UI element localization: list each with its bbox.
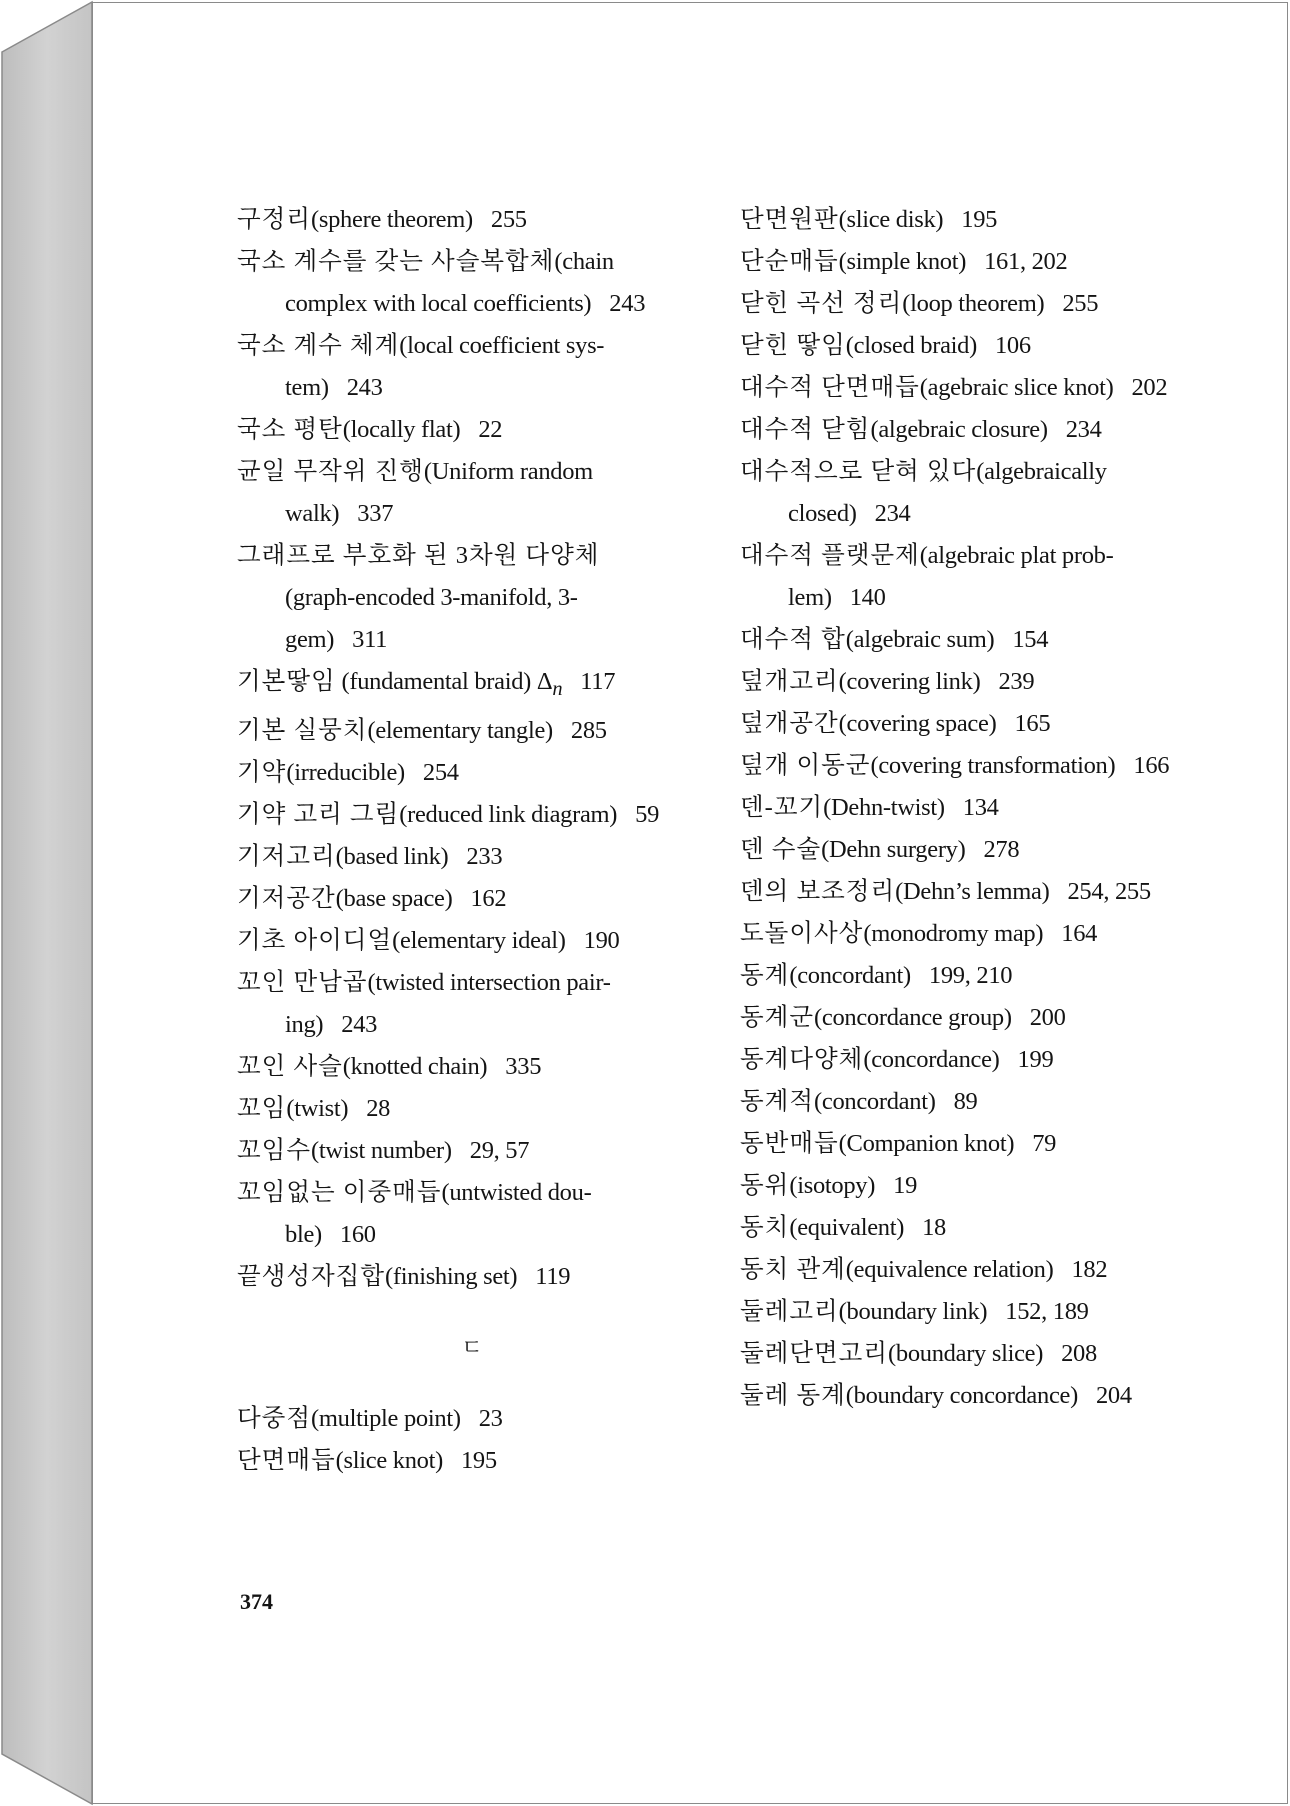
index-entry: [740, 283, 1190, 325]
index-page-ref: 28: [366, 1094, 391, 1122]
index-page-ref: 202: [1131, 374, 1168, 401]
index-page-ref: 19: [893, 1172, 918, 1199]
index-page-ref: 22: [478, 416, 503, 443]
index-term-subscript: n: [552, 677, 563, 700]
index-term-korean: 단순매듭: [740, 248, 839, 275]
index-page-ref: 255: [1062, 290, 1099, 317]
index-page-ref: 255: [490, 206, 527, 233]
index-entry: [740, 1081, 1190, 1123]
index-term-korean: 동계다양체: [740, 1046, 864, 1073]
index-term-english: (concordance group): [814, 1004, 1012, 1031]
index-page-ref: 243: [346, 374, 383, 401]
index-term-korean: 단면매듭: [237, 1446, 336, 1474]
index-entry: [237, 836, 667, 878]
index-term-english: (boundary slice): [888, 1340, 1044, 1367]
index-page-ref: 195: [961, 206, 998, 233]
index-term-english: (finishing set): [385, 1262, 518, 1290]
index-term-english: (agebraic slice knot): [919, 374, 1114, 401]
index-page-ref: 234: [874, 500, 911, 527]
index-entry: [237, 199, 667, 241]
index-entry: [740, 1333, 1190, 1375]
index-term-english: (equivalence relation): [845, 1256, 1054, 1283]
index-term-korean: 둘레 동계: [740, 1382, 846, 1409]
index-page-ref: 162: [470, 884, 507, 912]
index-page-ref: 152, 189: [1005, 1298, 1089, 1325]
index-term-english: (base space): [335, 884, 453, 912]
index-entry: [740, 451, 1190, 535]
index-term-english: (elementary ideal): [392, 926, 566, 954]
index-entry: [740, 787, 1190, 829]
index-entry: [237, 752, 667, 794]
index-term-english: (concordant): [814, 1088, 936, 1115]
index-term-korean: 그래프로 부호화 된 3차원 다양체: [237, 542, 600, 569]
index-entry: [740, 1207, 1190, 1249]
index-term-english: (knotted chain): [342, 1052, 488, 1080]
index-term-korean: 대수적 닫힘: [740, 416, 871, 443]
index-term-korean: 덴-꼬기: [740, 794, 824, 821]
index-term-korean: 덮개공간: [740, 710, 839, 737]
index-term-korean: 기본 실뭉치: [237, 716, 368, 744]
index-entry: [740, 829, 1190, 871]
index-page-ref: 29, 57: [469, 1136, 530, 1164]
index-entry: [740, 535, 1190, 619]
index-term-english: (covering transformation): [870, 752, 1116, 779]
index-page-ref: 204: [1095, 1382, 1132, 1409]
index-term-english: (boundary link): [838, 1298, 988, 1325]
index-term-english: (multiple point): [311, 1404, 461, 1432]
index-entry: [740, 1123, 1190, 1165]
index-term-korean: 구정리: [237, 206, 312, 233]
index-term-korean: 국소 평탄: [237, 416, 343, 443]
index-term-korean: 기저공간: [237, 884, 336, 912]
index-entry: [237, 920, 667, 962]
index-term-english: (monodromy map): [863, 920, 1044, 947]
index-entry: [237, 962, 667, 1046]
index-page-ref: 195: [460, 1446, 497, 1474]
index-term-korean: 기초 아이디얼: [237, 926, 393, 954]
index-entry: [237, 1172, 667, 1256]
index-entry: [740, 367, 1190, 409]
index-term-korean: 닫힌 곡선 정리: [740, 290, 903, 317]
index-entry: [237, 409, 667, 451]
index-term-korean: 국소 계수를 갖는 사슬복합체: [237, 248, 555, 275]
index-term-korean: 동위: [740, 1172, 790, 1199]
index-page-ref: 200: [1029, 1004, 1066, 1031]
index-term-english: (twisted intersection pair-ing): [285, 968, 611, 1038]
index-entry: [740, 913, 1190, 955]
index-term-english: (algebraic plat prob-lem): [788, 542, 1114, 611]
index-entry: [740, 997, 1190, 1039]
index-term-korean: 끝생성자집합: [237, 1262, 386, 1290]
index-term-korean: 덴 수술: [740, 836, 822, 863]
index-page-ref: 254, 255: [1067, 878, 1151, 905]
index-term-korean: 대수적 합: [740, 626, 846, 653]
index-entry: [740, 1165, 1190, 1207]
index-term-korean: 덴의 보조정리: [740, 878, 896, 905]
index-term-korean: 기저고리: [237, 842, 336, 870]
index-term-english: (irreducible): [286, 758, 405, 786]
index-page-ref: 140: [849, 584, 886, 611]
index-entry: [740, 1375, 1190, 1417]
index-term-english: (based link): [335, 842, 449, 870]
index-term-english: (loop theorem): [902, 290, 1045, 317]
index-page-ref: 239: [998, 668, 1035, 695]
index-entry: [740, 703, 1190, 745]
index-term-english: (simple knot): [838, 248, 967, 275]
index-page-ref: 278: [983, 836, 1020, 863]
index-term-english: (concordance): [863, 1046, 1000, 1073]
index-entry: [740, 661, 1190, 703]
index-page-ref: 18: [922, 1214, 947, 1241]
index-entry: [740, 871, 1190, 913]
index-entry: [740, 955, 1190, 997]
index-term-english: (local coefficient sys-tem): [285, 332, 605, 401]
index-page-ref: 285: [570, 716, 607, 744]
index-term-korean: 동계: [740, 962, 790, 989]
index-term-korean: 꼬임수: [237, 1136, 312, 1164]
index-page-ref: 254: [422, 758, 459, 786]
index-entry: [237, 241, 667, 325]
index-entry: [740, 241, 1190, 283]
index-page-ref: 233: [466, 842, 503, 870]
index-page-ref: 311: [352, 626, 388, 653]
index-term-english: (covering link): [838, 668, 981, 695]
index-entry: [740, 325, 1190, 367]
index-term-english: (Dehn’s lemma): [895, 878, 1050, 905]
index-term-english: (twist number): [311, 1136, 452, 1164]
index-page: [92, 2, 1288, 1804]
index-term-english: (twist): [286, 1094, 349, 1122]
index-term-korean: 꼬임: [237, 1094, 287, 1122]
index-entry: [740, 409, 1190, 451]
index-term-korean: 덮개고리: [740, 668, 839, 695]
index-page-ref: 199: [1017, 1046, 1054, 1073]
index-page-ref: 190: [583, 926, 620, 954]
index-term-english: (graph-encoded 3-manifold, 3-gem): [285, 584, 578, 653]
index-page-ref: 164: [1061, 920, 1098, 947]
index-term-english: (Uniform random walk): [285, 458, 593, 527]
index-term-english: (reduced link diagram): [399, 800, 618, 828]
index-page-ref: 59: [635, 800, 660, 828]
index-term-english: (closed braid): [845, 332, 977, 359]
index-term-korean: 동반매듭: [740, 1130, 839, 1157]
index-term-english: (algebraically closed): [788, 458, 1107, 527]
index-term-korean: 꼬임없는 이중매듭: [237, 1178, 442, 1206]
index-term-korean: 대수적 단면매듭: [740, 374, 920, 401]
index-term-korean: 동계적: [740, 1088, 815, 1115]
index-page-ref: 337: [357, 500, 394, 527]
index-entry: [740, 619, 1190, 661]
index-term-english: (algebraic sum): [845, 626, 995, 653]
index-entry: [237, 535, 667, 661]
index-term-korean: 단면원판: [740, 206, 839, 233]
index-page-ref: 199, 210: [928, 962, 1013, 989]
index-term-korean: 도돌이사상: [740, 920, 864, 947]
index-term-english: (Companion knot): [838, 1130, 1015, 1157]
index-term-english: (algebraic closure): [870, 416, 1048, 443]
index-column-right: [740, 199, 1190, 1417]
index-term-korean: 대수적 플랫문제: [740, 542, 920, 569]
index-term-korean: 기약: [237, 758, 287, 786]
index-page-ref: 134: [962, 794, 999, 821]
index-entry: [740, 199, 1190, 241]
index-term-korean: 대수적으로 닫혀 있다: [740, 458, 977, 485]
index-entry: [237, 1088, 667, 1130]
index-page-ref: 165: [1014, 710, 1051, 737]
index-term-english: (elementary tangle): [367, 716, 553, 744]
index-term-korean: 꼬인 만남곱: [237, 968, 368, 996]
index-page-ref: 243: [609, 290, 646, 317]
index-page-ref: 89: [953, 1088, 978, 1115]
index-term-korean: 동치: [740, 1214, 790, 1241]
index-page-ref: 335: [505, 1052, 542, 1080]
index-page-ref: 208: [1061, 1340, 1097, 1367]
index-entry: [740, 745, 1190, 787]
index-entry: [237, 710, 667, 752]
index-entry: [237, 1398, 667, 1440]
index-term-english: (boundary concordance): [845, 1382, 1078, 1409]
index-entry: [237, 1046, 667, 1088]
index-entry: [237, 794, 667, 836]
index-term-korean: 기본땋임: [237, 668, 336, 695]
index-term-english: (Dehn surgery): [821, 836, 966, 863]
index-term-korean: 다중점: [237, 1404, 312, 1432]
index-page-ref: 166: [1133, 752, 1170, 779]
index-term-english: (sphere theorem): [311, 206, 473, 233]
index-entry: [740, 1249, 1190, 1291]
index-term-korean: 균일 무작위 진행: [237, 458, 424, 485]
index-term-korean: 꼬인 사슬: [237, 1052, 343, 1080]
index-entry: [237, 878, 667, 920]
index-term-english: (isotopy): [789, 1172, 876, 1199]
index-term-english: (covering space): [838, 710, 997, 737]
index-page-ref: 154: [1012, 626, 1049, 653]
index-entry: [237, 1130, 667, 1172]
index-entry: [237, 661, 667, 710]
index-page-ref: 23: [478, 1404, 503, 1432]
index-term-english: (slice disk): [838, 206, 944, 233]
index-term-korean: 동계군: [740, 1004, 815, 1031]
index-page-ref: 160: [339, 1220, 376, 1248]
index-entry: [740, 1039, 1190, 1081]
section-heading: ㄷ: [461, 1335, 483, 1361]
index-page-ref: 79: [1032, 1130, 1057, 1157]
index-term-english: (concordant): [789, 962, 911, 989]
page-number: 374: [240, 1589, 273, 1614]
index-page-ref: 106: [994, 332, 1031, 359]
index-term-english: (chain complex with local coefficients): [285, 248, 614, 317]
index-term-english: (equivalent): [789, 1214, 905, 1241]
index-term-korean: 기약 고리 그림: [237, 800, 400, 828]
index-term-korean: 닫힌 땋임: [740, 332, 846, 359]
index-page-ref: 243: [341, 1010, 378, 1038]
index-term-korean: 동치 관계: [740, 1256, 846, 1283]
index-entry: [237, 1256, 667, 1298]
index-term-korean: 둘레고리: [740, 1298, 839, 1325]
index-page-ref: 117: [580, 668, 616, 695]
index-term-korean: 덮개 이동군: [740, 752, 871, 779]
index-column-left: [237, 199, 667, 1482]
index-entry: [237, 451, 667, 535]
index-term-english: (slice knot): [335, 1446, 443, 1474]
index-term-english: (locally flat): [342, 416, 461, 443]
index-page-ref: 234: [1065, 416, 1102, 443]
index-term-english: (Dehn-twist): [823, 794, 945, 821]
index-entry: [740, 1291, 1190, 1333]
index-term-korean: 국소 계수 체계: [237, 332, 400, 359]
index-page-ref: 182: [1071, 1256, 1108, 1283]
index-term-english: (fundamental braid) Δ: [335, 668, 553, 695]
index-page-ref: 161, 202: [984, 248, 1068, 275]
index-entry: [237, 325, 667, 409]
index-entry: [237, 1440, 667, 1482]
index-term-korean: 둘레단면고리: [740, 1340, 889, 1367]
index-page-ref: 119: [535, 1262, 571, 1290]
index-term-english: (untwisted dou-ble): [285, 1178, 592, 1248]
